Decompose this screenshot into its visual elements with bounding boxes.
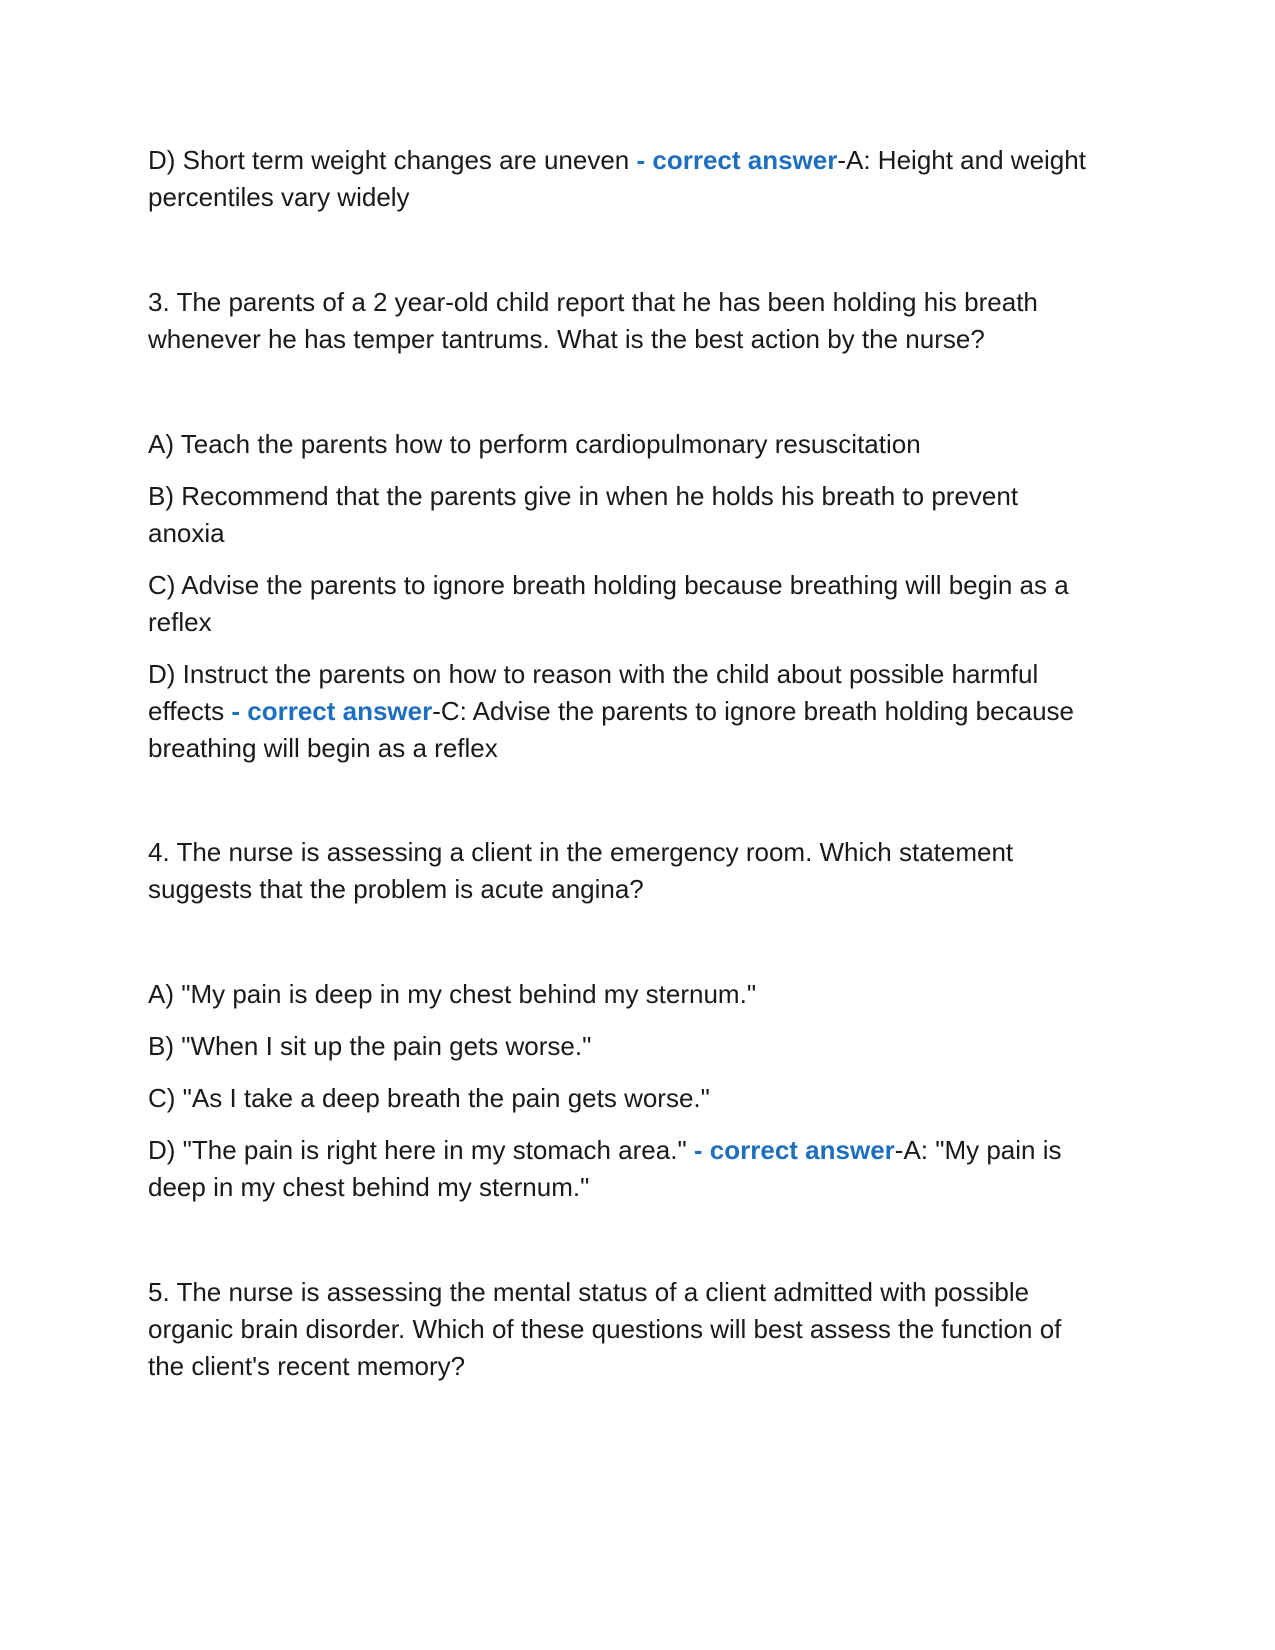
question-4-option-c: C) "As I take a deep breath the pain gets worse." <box>148 1083 710 1113</box>
question-3-option-d: D) Instruct the parents on how to reason with the child about possible harmful <box>148 659 1039 689</box>
question-4-option-d: D) "The pain is right here in my stomach area." - correct answer-A: "My pain is <box>148 1135 1062 1165</box>
question-3-option-c: reflex <box>148 607 212 637</box>
question-3-text: whenever he has temper tantrums. What is the best action by the nurse? <box>148 324 985 354</box>
answer-key-line <box>148 178 410 216</box>
correct-answer-marker: - correct answer <box>636 145 838 175</box>
question-4-option-a: A) "My pain is deep in my chest behind my sternum." <box>148 979 757 1009</box>
answer-explanation: -A: "My pain is <box>894 1135 1062 1165</box>
question-3-option-d: effects - correct answer-C: Advise the parents to ignore breath holding because <box>148 696 1074 726</box>
question-4-text: suggests that the problem is acute angina? <box>148 874 644 904</box>
question-4-option-b: B) "When I sit up the pain gets worse." <box>148 1031 592 1061</box>
question-3-option-b: anoxia <box>148 518 225 548</box>
answer-explanation: -A: Height and weight <box>837 145 1086 175</box>
question-3-option-a: A) Teach the parents how to perform cardiopulmonary resuscitation <box>148 429 921 459</box>
question-4-text: 4. The nurse is assessing a client in the emergency room. Which statement <box>148 837 1014 867</box>
question-3-option-b: B) Recommend that the parents give in when he holds his breath to prevent <box>148 481 1019 511</box>
answer-key-line <box>148 141 1086 179</box>
question-3-option-c: C) Advise the parents to ignore breath holding because breathing will begin as a <box>148 570 1069 600</box>
answer-explanation: deep in my chest behind my sternum." <box>148 1172 590 1202</box>
question-5-text: 5. The nurse is assessing the mental status of a client admitted with possible <box>148 1277 1030 1307</box>
answer-explanation: -C: Advise the parents to ignore breath holding because <box>432 696 1074 726</box>
option-d-text: D) Short term weight changes are uneven <box>148 145 637 175</box>
correct-answer-marker: - correct answer <box>231 696 433 726</box>
answer-explanation: breathing will begin as a reflex <box>148 733 498 763</box>
question-3-text: 3. The parents of a 2 year-old child report that he has been holding his breath <box>148 287 1038 317</box>
answer-explanation: percentiles vary widely <box>148 182 410 212</box>
question-5-text: the client's recent memory? <box>148 1351 466 1381</box>
correct-answer-marker: - correct answer <box>693 1135 895 1165</box>
question-5-text: organic brain disorder. Which of these questions will best assess the function of <box>148 1314 1062 1344</box>
